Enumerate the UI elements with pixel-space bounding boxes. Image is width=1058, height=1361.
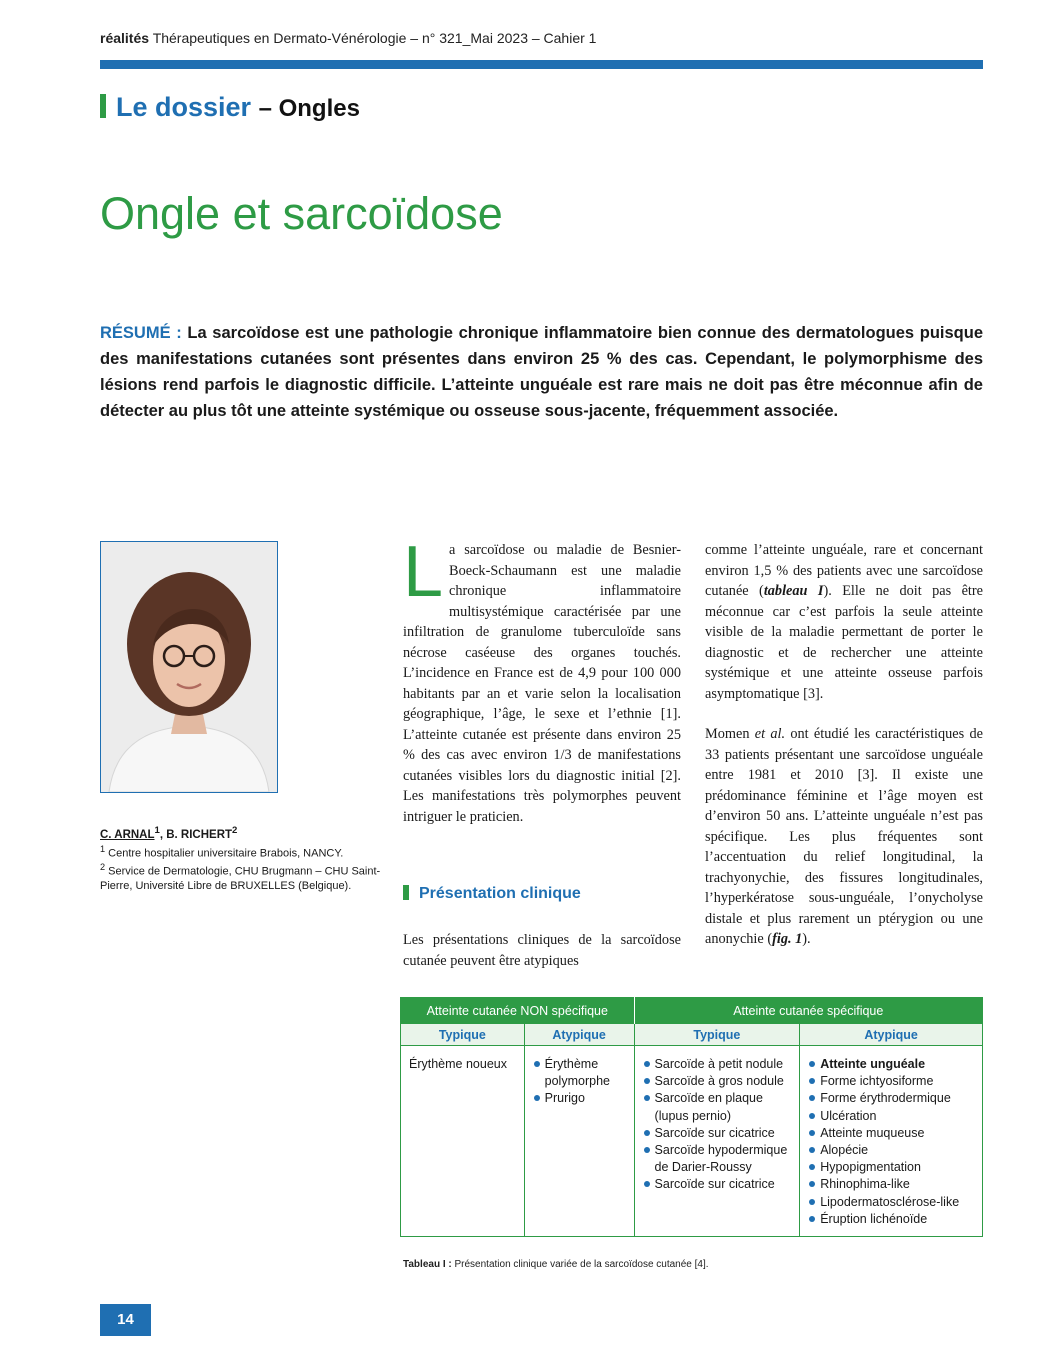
- table-caption: [403, 1259, 709, 1270]
- list-item: Forme ichtyosiforme: [808, 1073, 976, 1090]
- list-item: Sarcoïde sur cicatrice: [643, 1125, 794, 1142]
- section-marker: [100, 94, 106, 118]
- table-reference: tableau I: [763, 583, 824, 599]
- list-item: Atteinte unguéale: [808, 1056, 976, 1073]
- list-item: Sarcoïde à petit nodule: [643, 1056, 794, 1073]
- abstract: [100, 320, 983, 424]
- figure-reference: fig. 1: [772, 931, 803, 947]
- issue-info: Thérapeutiques en Dermato-Vénérologie – n° 321_Mai 2023 – Cahier 1: [152, 30, 597, 46]
- subheader-typique-1: Typique: [401, 1024, 525, 1046]
- caption-text: Présentation clinique variée de la sarcoïdose cutanée [4].: [451, 1259, 709, 1270]
- section-label: [100, 92, 360, 123]
- article-title: Ongle et sarcoïdose: [100, 188, 503, 239]
- author-separator: ,: [159, 828, 167, 841]
- paragraph-momen-text-b: ont étudié les caractéristiques de 33 patients présentant une sarcoïdose unguéale entre 1981 et 2010 [3]. Il existe une prédominance féminine et l’âge moyen est d’environ 50 ans. L’atteinte unguéale n’est pas spécifique. Les plus fréquentes sont l’accentuation du relief longitudinal, la trachyonychie, des fissures longitudinales, l’hyperkératose sous-unguéale, l’onycholyse distale et plus rarement un ptérygion ou une anonychie (: [705, 726, 983, 947]
- paragraph-momen-text-a: Momen: [705, 726, 755, 742]
- affiliation-2: [100, 860, 390, 893]
- section-heading: [403, 885, 581, 903]
- abstract-text: La sarcoïdose est une pathologie chronique inflammatoire bien connue des dermatologues puisque des manifestations cutanées sont présentes dans environ 25 % des cas. Cependant, le polymorphisme des lésions rend parfois le diagnostic difficile. L’atteinte unguéale est rare mais ne doit pas être méconnue afin de détecter au plus tôt une atteinte systémique ou osseuse sous-jacente, fréquemment associée.: [100, 324, 984, 420]
- paragraph-ungueal-text-a: comme l’atteinte unguéale, rare et concernant environ 1,5 % des patients avec une sarcoïdose cutanée (: [705, 542, 983, 599]
- cell-nonspecific-atypical: [524, 1046, 634, 1237]
- author-2: B. RICHERT: [166, 828, 233, 841]
- list-item: Rhinophima-like: [808, 1176, 976, 1193]
- author-names: [100, 824, 390, 842]
- body-column-2: [705, 540, 983, 970]
- table-subheader: [401, 1024, 983, 1046]
- section-label-topic: – Ongles: [258, 95, 360, 122]
- list-item: Éruption lichénoïde: [808, 1211, 976, 1228]
- cell-nonspecific-typical: Érythème noueux: [409, 1057, 507, 1071]
- author-1: C. ARNAL: [100, 828, 155, 841]
- list-item: Sarcoïde hypodermique de Darier-Roussy: [643, 1142, 794, 1176]
- affiliation-2-number: 2: [100, 862, 106, 873]
- affiliation-2-text: Service de Dermatologie, CHU Brugmann – CHU Saint-Pierre, Université Libre de BRUXELLES (Belgique).: [100, 866, 381, 893]
- author-1-affil: 1: [154, 825, 160, 836]
- affiliation-1: [100, 842, 390, 861]
- list-item: Hypopigmentation: [808, 1159, 976, 1176]
- paragraph-ungueal-text-b: ). Elle ne doit pas être méconnue car c’est parfois la seule atteinte visible de la maladie permettant de porter le diagnostic et de rechercher une atteinte systémique et une atteinte osseuse parfois asymptomatique [3].: [705, 583, 984, 702]
- author-2-affil: 2: [232, 825, 238, 836]
- list-item: Sarcoïde en plaque (lupus pernio): [643, 1090, 794, 1124]
- author-block: [100, 824, 390, 893]
- list-item: Ulcération: [808, 1108, 976, 1125]
- header-rule: [100, 60, 983, 69]
- subheader-typique-2: Typique: [634, 1024, 800, 1046]
- list-item: Alopécie: [808, 1142, 976, 1159]
- drop-cap: L: [403, 532, 444, 612]
- affiliation-1-number: 1: [100, 843, 106, 854]
- page-number: 14: [100, 1304, 151, 1336]
- subheader-atypique-1: Atypique: [524, 1024, 634, 1046]
- paragraph-presentation: Les présentations cliniques de la sarcoïdose cutanée peuvent être atypiques: [403, 932, 681, 969]
- affiliation-1-text: Centre hospitalier universitaire Brabois, NANCY.: [105, 847, 344, 860]
- list-item: Sarcoïde à gros nodule: [643, 1073, 794, 1090]
- paragraph-ungueal: [705, 540, 983, 704]
- table-row: [401, 1046, 983, 1237]
- cell-specific-typical: [634, 1046, 800, 1237]
- paragraph-momen: [705, 724, 983, 950]
- author-portrait-image: [101, 542, 277, 792]
- et-al: et al.: [754, 726, 786, 742]
- running-header: [100, 30, 596, 46]
- caption-label: Tableau I :: [403, 1259, 452, 1270]
- subheader-atypique-2: Atypique: [800, 1024, 983, 1046]
- list-item: Prurigo: [533, 1090, 628, 1107]
- section-heading-marker: [403, 885, 409, 900]
- author-photo: [100, 541, 278, 793]
- list-item: Sarcoïde sur cicatrice: [643, 1176, 794, 1193]
- paragraph-intro: a sarcoïdose ou maladie de Besnier-Boeck-Schaumann est une maladie chronique inflammatoire multisystémique caractérisée par une infiltration de granulome tuberculoïde sans nécrose caséeuse des organes touchés. L’incidence en France est de 4,9 pour 100 000 habitants par an et varie selon la localisation géographique, l’âge, le sexe et l’ethnie [1]. L’atteinte cutanée est présente dans environ 25 % des cas avec environ 1/3 de manifestations cutanées visibles lors du diagnostic initial [2]. Les manifestations très polymorphes peuvent intriguer le praticien.: [403, 542, 681, 825]
- table-group-header: [401, 998, 983, 1025]
- list-item: Érythème polymorphe: [533, 1056, 628, 1090]
- header-specific: Atteinte cutanée spécifique: [634, 998, 982, 1025]
- abstract-label: RÉSUMÉ :: [100, 324, 182, 342]
- journal-name: réalités: [100, 30, 150, 46]
- list-item: Atteinte muqueuse: [808, 1125, 976, 1142]
- cell-specific-atypical: [800, 1046, 983, 1237]
- section-label-main: Le dossier: [116, 92, 252, 122]
- list-item: Forme érythrodermique: [808, 1090, 976, 1107]
- clinical-table: [400, 997, 983, 1237]
- section-heading-text: Présentation clinique: [419, 885, 581, 902]
- paragraph-momen-text-c: ).: [802, 931, 811, 947]
- header-non-specific: Atteinte cutanée NON spécifique: [401, 998, 635, 1025]
- body-column-1: [403, 532, 681, 827]
- list-item: Lipodermatosclérose-like: [808, 1194, 976, 1211]
